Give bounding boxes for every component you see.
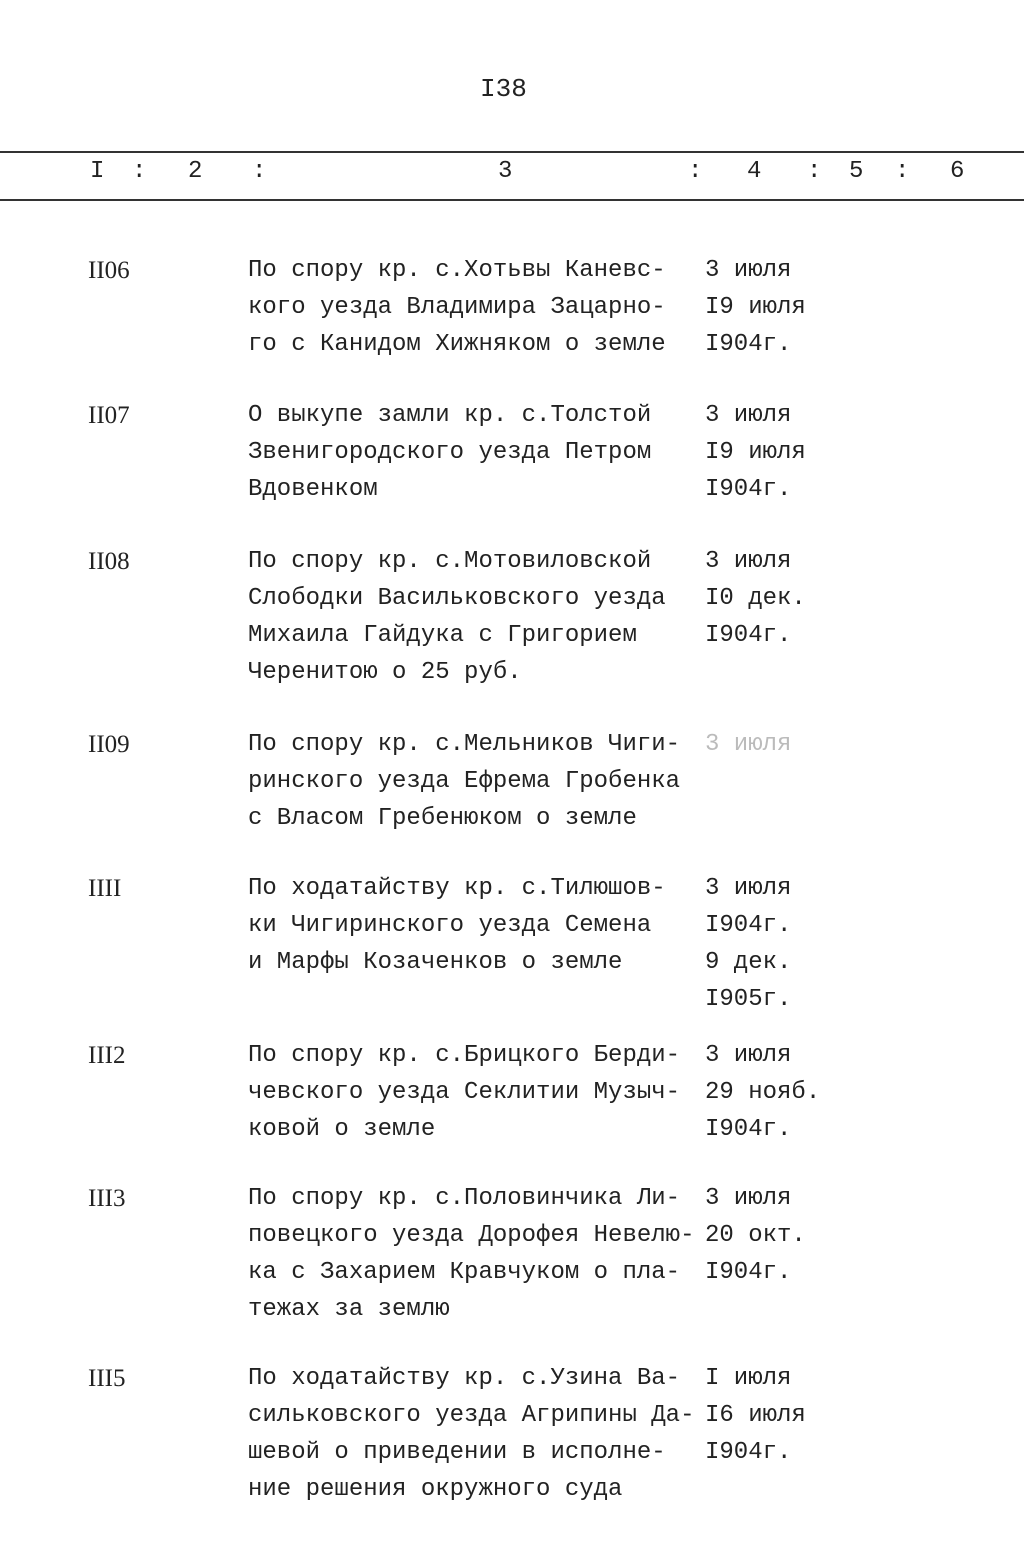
entry-description [248, 397, 651, 508]
date-line: I904г. [705, 476, 792, 503]
column-separator: : [132, 158, 147, 185]
entry-description [248, 543, 666, 691]
description-line: ка с Захарием Кравчуком о пла- [248, 1259, 681, 1286]
date-line: 3 июля [705, 548, 792, 575]
column-separator: : [895, 158, 910, 185]
date-line: 3 июля [705, 1042, 792, 1069]
entry-number: IIII [88, 875, 122, 902]
entry-number: II08 [88, 548, 130, 575]
date-line: I904г. [705, 1259, 792, 1286]
header-top-rule [0, 151, 1024, 153]
date-line: I904г. [705, 912, 792, 939]
description-line: ковой о земле [248, 1116, 436, 1143]
date-line: 3 июля [705, 731, 792, 758]
entry-dates [705, 870, 791, 1018]
description-line: и Марфы Козаченков о земле [248, 949, 623, 976]
description-line: с Власом Гребенюком о земле [248, 805, 637, 832]
column-header: 5 [849, 158, 864, 185]
column-separator: : [688, 158, 703, 185]
date-line: 20 окт. [705, 1222, 806, 1249]
date-line: I904г. [705, 1116, 792, 1143]
entry-number: II07 [88, 402, 130, 429]
date-line: I904г. [705, 1439, 792, 1466]
date-line: 29 нояб. [705, 1079, 821, 1106]
date-line: I июля [705, 1365, 792, 1392]
entry-dates [705, 1180, 806, 1291]
date-line: 3 июля [705, 875, 792, 902]
entry-dates [705, 543, 806, 654]
page-number: I38 [480, 74, 527, 104]
date-line: I904г. [705, 622, 792, 649]
description-line: По спору кр. с.Хотьвы Каневс- [248, 257, 666, 284]
entry-number: III5 [88, 1365, 126, 1392]
entry-description [248, 870, 666, 981]
description-line: Слободки Васильковского уезда [248, 585, 666, 612]
description-line: чевского уезда Секлитии Музыч- [248, 1079, 681, 1106]
entry-number: II09 [88, 731, 130, 758]
description-line: По спору кр. с.Половинчика Ли- [248, 1185, 681, 1212]
description-line: Звенигородского уезда Петром [248, 439, 652, 466]
date-line: 3 июля [705, 257, 792, 284]
description-line: сильковского уезда Агрипины Да- [248, 1402, 695, 1429]
entry-description [248, 726, 680, 837]
entry-number: II06 [88, 257, 130, 284]
description-line: ние решения окружного суда [248, 1476, 623, 1503]
header-bottom-rule [0, 199, 1024, 201]
date-line: 9 дек. [705, 949, 792, 976]
description-line: тежах за землю [248, 1296, 450, 1323]
entry-description [248, 252, 666, 363]
description-line: По спору кр. с.Мельников Чиги- [248, 731, 681, 758]
date-line: I9 июля [705, 294, 806, 321]
column-header: 2 [188, 158, 203, 185]
date-line: I905г. [705, 986, 792, 1013]
date-line: 3 июля [705, 402, 792, 429]
description-line: Черенитою о 25 руб. [248, 659, 522, 686]
entry-dates [705, 252, 806, 363]
entry-description [248, 1180, 694, 1328]
entry-dates [705, 1360, 806, 1471]
description-line: По ходатайству кр. с.Тилюшов- [248, 875, 666, 902]
date-line: I6 июля [705, 1402, 806, 1429]
column-header: 6 [950, 158, 965, 185]
description-line: По спору кр. с.Мотовиловской [248, 548, 652, 575]
entry-number: III2 [88, 1042, 126, 1069]
entry-dates [705, 397, 806, 508]
column-header: I [90, 158, 105, 185]
description-line: шевой о приведении в исполне- [248, 1439, 666, 1466]
entry-description [248, 1037, 680, 1148]
column-header: 3 [498, 158, 513, 185]
entry-description [248, 1360, 694, 1508]
column-separator: : [807, 158, 822, 185]
date-line: 3 июля [705, 1185, 792, 1212]
description-line: повецкого уезда Дорофея Невелю- [248, 1222, 695, 1249]
description-line: Вдовенком [248, 476, 378, 503]
description-line: кого уезда Владимира Зацарно- [248, 294, 666, 321]
entry-number: III3 [88, 1185, 126, 1212]
date-line: I9 июля [705, 439, 806, 466]
entry-dates [705, 1037, 820, 1148]
description-line: ринского уезда Ефрема Гробенка [248, 768, 681, 795]
date-line: I0 дек. [705, 585, 806, 612]
date-line: I904г. [705, 331, 792, 358]
description-line: го с Канидом Хижняком о земле [248, 331, 666, 358]
column-header: 4 [747, 158, 762, 185]
description-line: ки Чигиринского уезда Семена [248, 912, 652, 939]
description-line: О выкупе замли кр. с.Толстой [248, 402, 652, 429]
entry-dates [705, 726, 791, 763]
column-separator: : [252, 158, 267, 185]
description-line: По ходатайству кр. с.Узина Ва- [248, 1365, 681, 1392]
description-line: По спору кр. с.Брицкого Берди- [248, 1042, 681, 1069]
description-line: Михаила Гайдука с Григорием [248, 622, 637, 649]
